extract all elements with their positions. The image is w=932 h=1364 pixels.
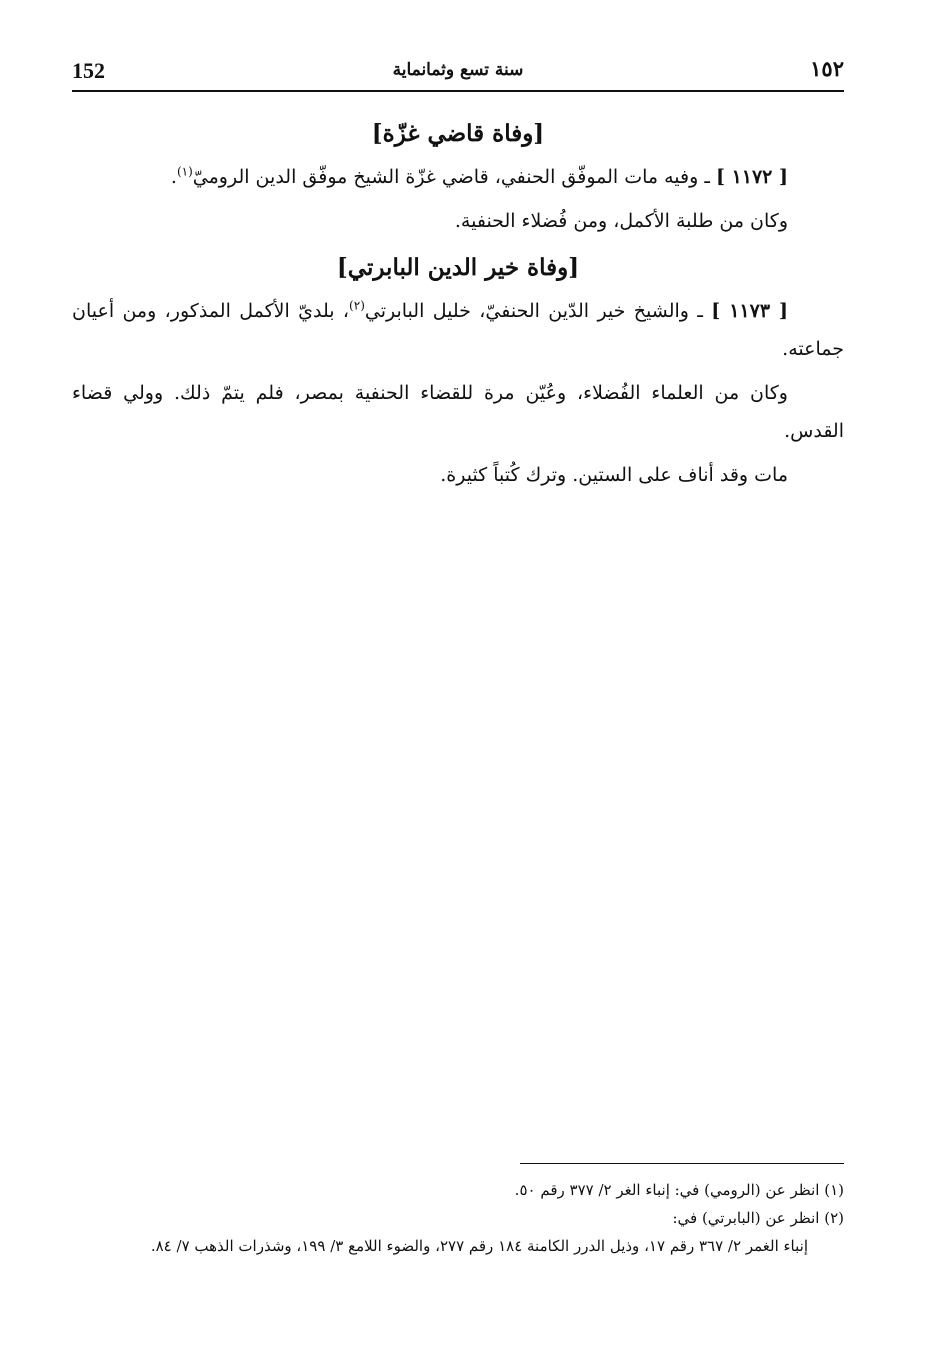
entry-text: ـ وفيه مات الموفّق الحنفي، قاضي غزّة الشيخ موفّق الدين الروميّ xyxy=(192,166,710,188)
entry-1173 xyxy=(72,292,844,368)
running-title: سنة تسع وثمانماية xyxy=(392,60,524,80)
section-heading-gaza-judge: [وفاة قاضي غزّة] xyxy=(371,120,545,147)
header-rule xyxy=(72,90,844,92)
paragraph: وكان من العلماء الفُضلاء، وعُيّن مرة للقضاء الحنفية بمصر، فلم يتمّ ذلك. وولي قضاء القدس. xyxy=(72,382,844,442)
entry-text: ـ والشيخ خير الدّين الحنفيّ، خليل البابرتي xyxy=(364,300,703,322)
entry-1172 xyxy=(72,158,844,196)
footnote-1: (١) انظر عن (الرومي) في: إنباء الغر ٢/ ٣٧٧ رقم ٥٠. xyxy=(514,1181,844,1199)
section-heading-babarti: [وفاة خير الدين البابرتي] xyxy=(336,254,580,281)
paragraph: مات وقد أناف على الستين. وترك كُتباً كثيرة. xyxy=(440,464,788,486)
main-text xyxy=(72,108,844,500)
footnote-rule xyxy=(520,1163,844,1164)
running-header xyxy=(72,56,844,90)
entry-number: [ ١١٧٢ ] xyxy=(715,166,788,188)
footnote-ref-1[interactable]: (١) xyxy=(176,164,193,179)
page-number-latin: 152 xyxy=(72,58,105,83)
entry-end: . xyxy=(170,166,177,188)
entry-number: [ ١١٧٣ ] xyxy=(711,300,788,322)
footnote-2: (٢) انظر عن (البابرتي) في: xyxy=(672,1209,844,1227)
paragraph: وكان من طلبة الأكمل، ومن فُضلاء الحنفية. xyxy=(454,210,788,232)
footnote-2-continuation: إنباء الغمر ٢/ ٣٦٧ رقم ١٧، وذيل الدرر الكامنة ١٨٤ رقم ٢٧٧، والضوء اللامع ٣/ ١٩٩، وشذرات الذهب ٧/ ٨٤. xyxy=(150,1237,808,1255)
entry-end: ، بلديّ الأكمل المذكور، ومن أعيان جماعته. xyxy=(72,300,844,360)
footnote-ref-2[interactable]: (٢) xyxy=(349,298,365,313)
footnotes xyxy=(72,1176,844,1260)
page-number-arabic: ١٥٢ xyxy=(810,56,844,81)
